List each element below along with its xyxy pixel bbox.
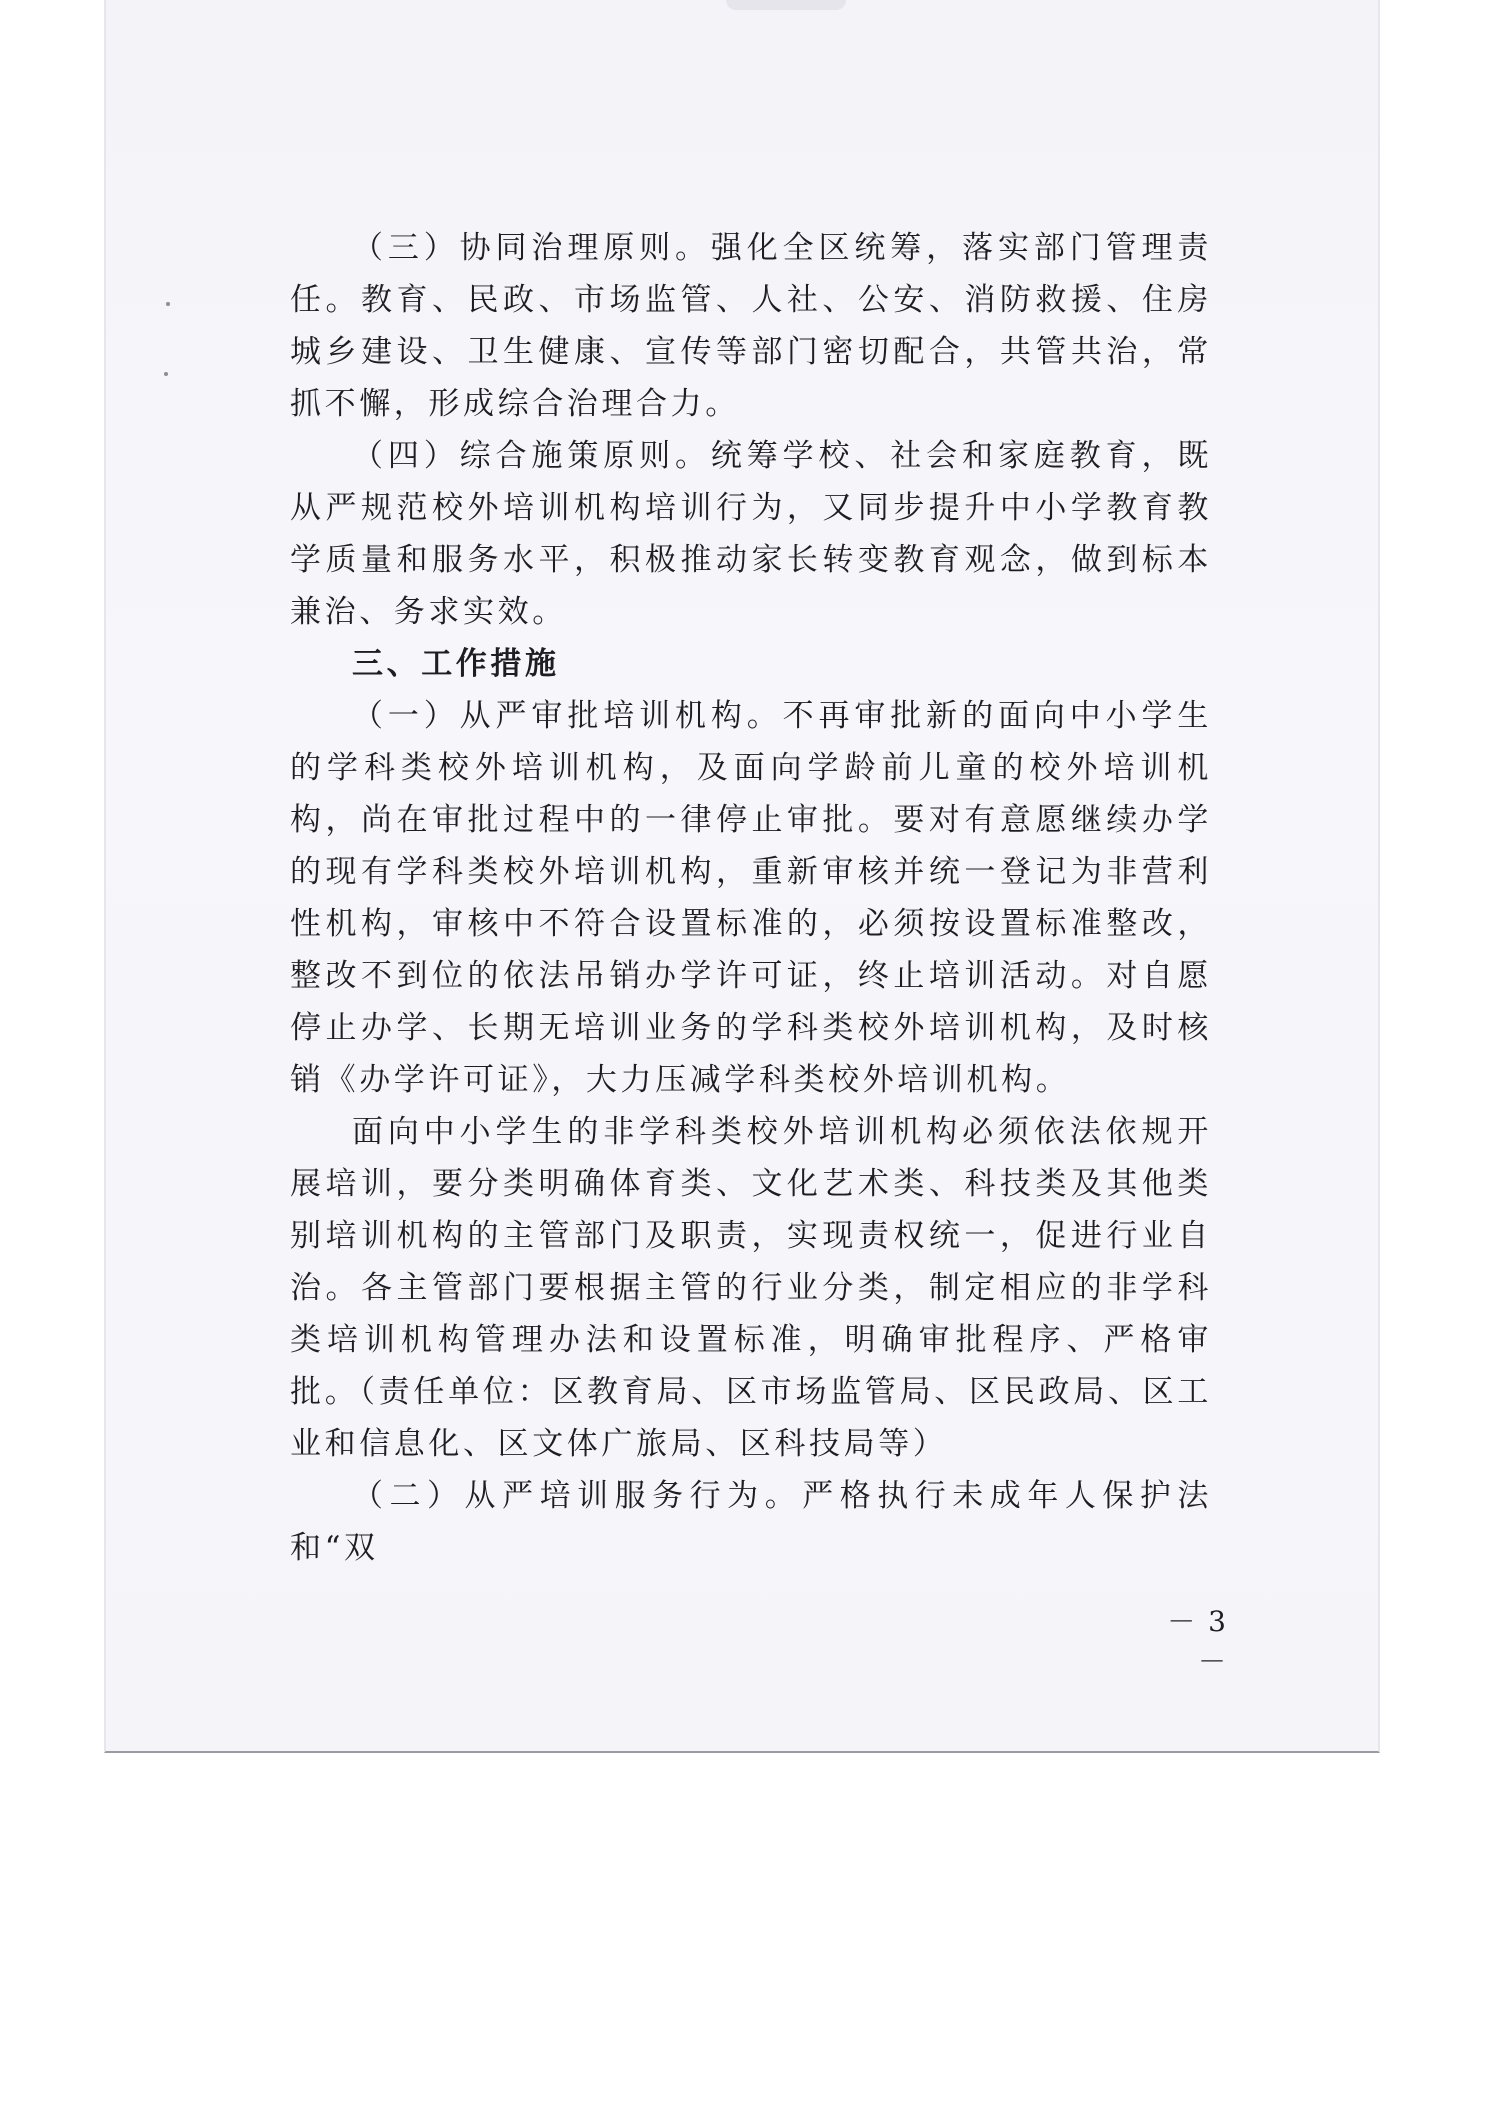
scan-smudge	[726, 0, 846, 10]
page-number: － 3 －	[1167, 1605, 1228, 1678]
paragraph-strict-approval: （一）从严审批培训机构。不再审批新的面向中小学生的学科类校外培训机构，及面向学龄前儿童的校外培训机构，尚在审批过程中的一律停止审批。要对有意愿继续办学的现有学科类校外培训机构，重新审核并统一登记为非营利性机构，审核中不符合设置标准的，必须按设置标准整改，整改不到位的依法吊销办学许可证，终止培训活动。对自愿停止办学、长期无培训业务的学科类校外培训机构，及时核销《办学许可证》，大力压减学科类校外培训机构。	[290, 698, 1212, 1098]
scan-speck	[166, 302, 170, 306]
paragraph-collaborative-governance: （三）协同治理原则。强化全区统筹，落实部门管理责任。教育、民政、市场监管、人社、公安、消防救援、住房城乡建设、卫生健康、宣传等部门密切配合，共管共治，常抓不懈，形成综合治理合力。	[290, 230, 1212, 422]
section-heading-work-measures: 三、工作措施	[352, 646, 560, 682]
scan-speck	[164, 372, 168, 376]
document-body	[290, 222, 1212, 1574]
paragraph-comprehensive-measures: （四）综合施策原则。统筹学校、社会和家庭教育，既从严规范校外培训机构培训行为，又同步提升中小学教育教学质量和服务水平，积极推动家长转变教育观念，做到标本兼治、务求实效。	[290, 438, 1212, 630]
paragraph-strict-service: （二）从严培训服务行为。严格执行未成年人保护法和“双	[290, 1478, 1212, 1566]
paragraph-non-subject-training: 面向中小学生的非学科类校外培训机构必须依法依规开展培训，要分类明确体育类、文化艺术类、科技类及其他类别培训机构的主管部门及职责，实现责权统一，促进行业自治。各主管部门要根据主管的行业分类，制定相应的非学科类培训机构管理办法和设置标准，明确审批程序、严格审批。（责任单位：区教育局、区市场监管局、区民政局、区工业和信息化、区文体广旅局、区科技局等）	[290, 1114, 1212, 1462]
